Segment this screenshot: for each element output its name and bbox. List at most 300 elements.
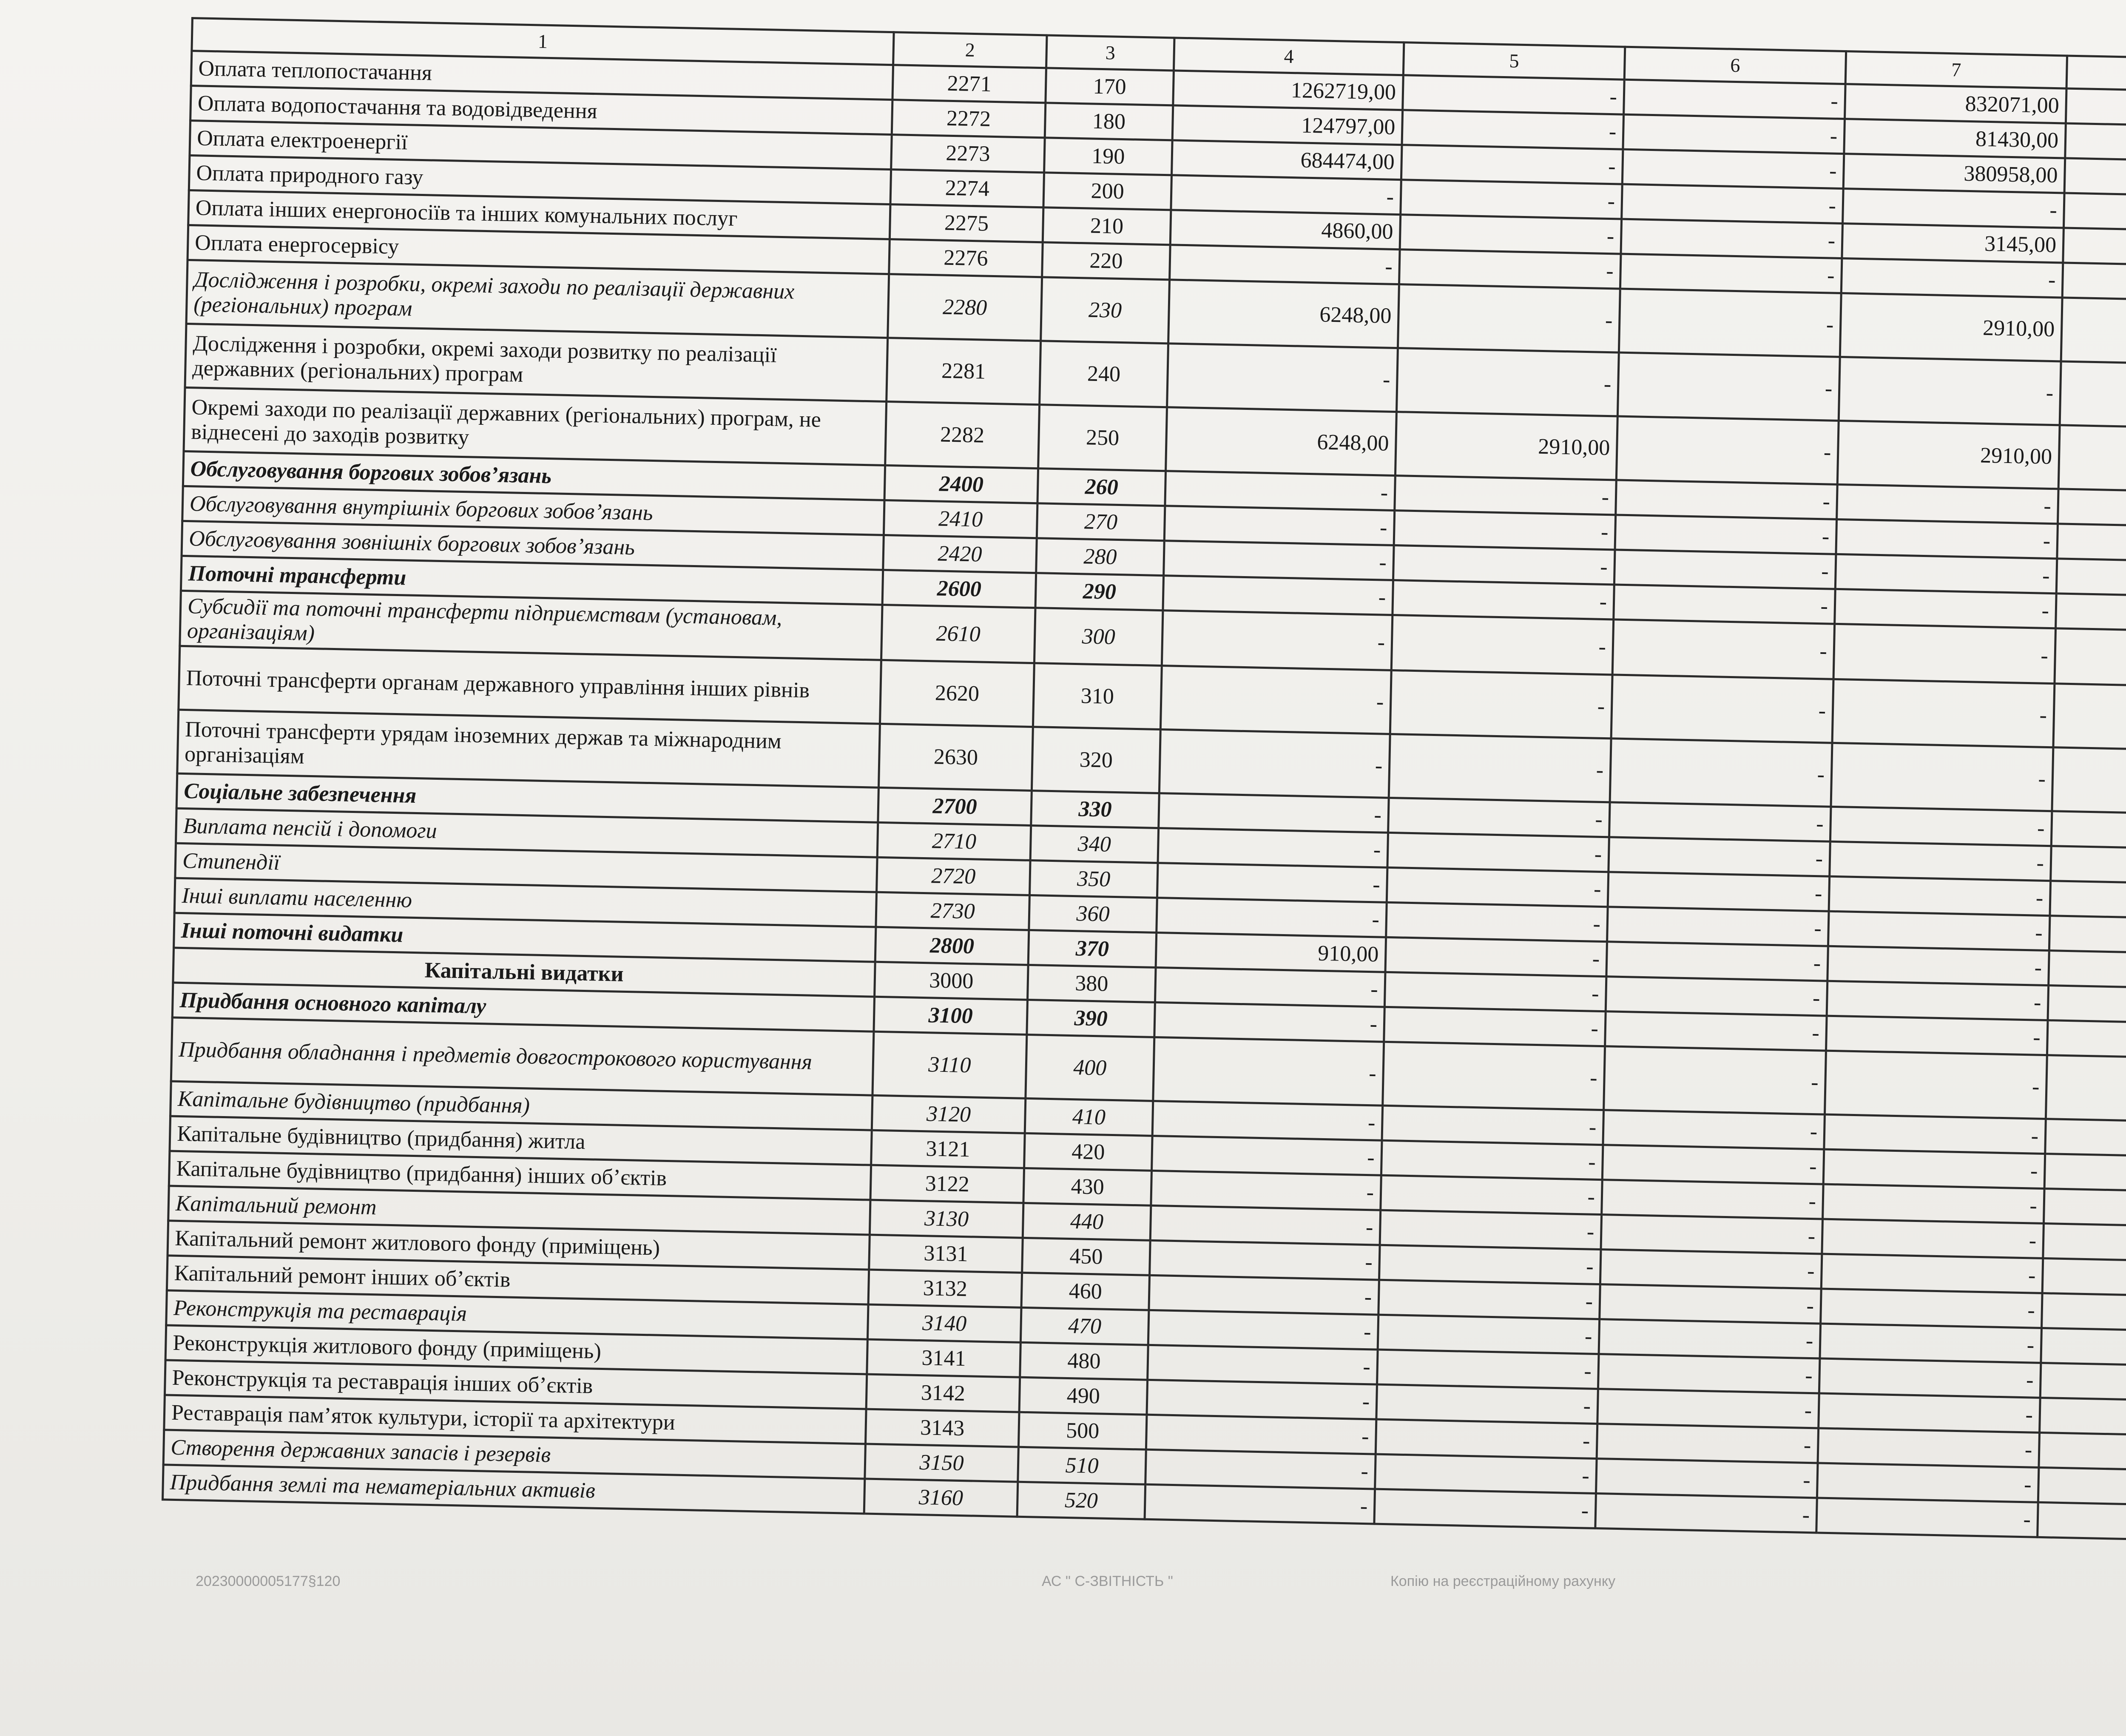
row-name: Обслуговування боргових зобов’язань xyxy=(183,451,885,500)
cell-col-6: - xyxy=(1621,219,1843,258)
row-name: Субсидії та поточні трансферти підприємствам (установам, організаціям) xyxy=(180,591,882,660)
cell-col-5: - xyxy=(1387,832,1609,872)
row-kekv-code: 2281 xyxy=(887,338,1041,405)
row-kekv-code: 2400 xyxy=(884,465,1038,503)
row-line-code: 370 xyxy=(1028,930,1157,967)
cell-col-5: - xyxy=(1381,1175,1603,1214)
cell-col-4: - xyxy=(1149,1275,1379,1315)
row-name: Створення державних запасів і резервів xyxy=(163,1430,865,1479)
cell-col-7: - xyxy=(1822,1219,2044,1258)
row-line-code: 190 xyxy=(1044,138,1173,175)
row-name: Дослідження і розробки, окремі заходи розвитку по реалізації державних (регіональних) програм xyxy=(185,324,888,401)
cell-col-6: - xyxy=(1606,977,1828,1016)
cell-col-5: - xyxy=(1387,867,1609,906)
row-line-code: 520 xyxy=(1017,1482,1145,1519)
cell-col-8 xyxy=(2051,811,2126,850)
cell-col-6: - xyxy=(1605,1011,1827,1051)
row-name: Виплата пенсій і допомоги xyxy=(176,808,878,857)
row-kekv-code: 3160 xyxy=(864,1479,1018,1517)
cell-col-6: - xyxy=(1597,1389,1819,1428)
cell-col-6: - xyxy=(1596,1459,1818,1498)
cell-col-5: - xyxy=(1394,511,1616,550)
row-kekv-code: 2272 xyxy=(892,100,1046,138)
cell-col-7: - xyxy=(1837,484,2059,523)
row-line-code: 510 xyxy=(1018,1447,1146,1484)
column-header-1: 1 xyxy=(192,18,894,65)
row-name: Капітальне будівництво (придбання) інших об’єктів xyxy=(169,1151,871,1200)
cell-col-7: - xyxy=(1819,1358,2041,1398)
row-name: Реконструкція та реставрація інших об’єктів xyxy=(165,1360,867,1409)
row-line-code: 500 xyxy=(1018,1412,1147,1449)
cell-col-5: - xyxy=(1380,1210,1602,1249)
row-line-code: 290 xyxy=(1035,573,1164,611)
row-line-code: 480 xyxy=(1020,1342,1148,1380)
row-name: Поточні трансферти урядам іноземних держав та міжнародним організаціям xyxy=(177,710,880,787)
cell-col-6: - xyxy=(1607,907,1829,946)
row-kekv-code: 2420 xyxy=(883,535,1037,573)
cell-col-8 xyxy=(2061,298,2126,366)
row-kekv-code: 2275 xyxy=(890,205,1043,242)
row-name: Капітальний ремонт інших об’єктів xyxy=(167,1256,869,1304)
row-name: Капітальне будівництво (придбання) житла xyxy=(170,1116,872,1165)
cell-col-5: - xyxy=(1393,546,1615,585)
cell-col-8 xyxy=(2056,594,2126,633)
cell-col-8 xyxy=(2041,1328,2126,1367)
cell-col-4: - xyxy=(1150,1240,1380,1280)
cell-col-5: - xyxy=(1386,902,1608,941)
cell-col-6: - xyxy=(1619,289,1841,357)
cell-col-5: - xyxy=(1390,670,1612,738)
cell-col-7: - xyxy=(1835,589,2057,628)
cell-col-8 xyxy=(2057,524,2126,563)
column-header-3: 3 xyxy=(1046,35,1174,71)
cell-col-4: - xyxy=(1145,1484,1375,1524)
cell-col-8 xyxy=(2051,846,2126,885)
cell-col-4: - xyxy=(1164,506,1395,546)
row-kekv-code: 2282 xyxy=(885,401,1040,468)
row-kekv-code: 2720 xyxy=(877,857,1031,895)
row-line-code: 200 xyxy=(1043,173,1172,210)
cell-col-8 xyxy=(2044,1189,2126,1228)
cell-col-5: - xyxy=(1379,1245,1601,1284)
row-name: Реконструкція житлового фонду (приміщень) xyxy=(165,1325,867,1374)
table-body xyxy=(163,51,2126,1546)
row-name: Капітальний ремонт житлового фонду (приміщень) xyxy=(168,1221,870,1270)
cell-col-6: - xyxy=(1603,1110,1825,1149)
cell-col-6: - xyxy=(1617,352,1840,421)
cell-col-4: - xyxy=(1162,611,1393,671)
cell-col-5: - xyxy=(1389,734,1611,802)
cell-col-4: - xyxy=(1145,1449,1376,1489)
cell-col-5: - xyxy=(1381,1140,1603,1179)
row-kekv-code: 3130 xyxy=(870,1200,1023,1238)
row-name: Придбання обладнання і предметів довгострокового користування xyxy=(171,1017,874,1095)
row-name: Оплата електроенергії xyxy=(190,121,892,170)
row-name: Соціальне забезпечення xyxy=(176,773,878,822)
cell-col-7: 2910,00 xyxy=(1837,421,2060,489)
cell-col-6: - xyxy=(1615,515,1837,554)
cell-col-6: - xyxy=(1612,619,1835,679)
row-line-code: 260 xyxy=(1037,469,1166,506)
row-line-code: 380 xyxy=(1028,965,1156,1002)
row-kekv-code: 3142 xyxy=(866,1374,1020,1412)
cell-col-5: 2910,00 xyxy=(1395,412,1617,480)
cell-col-5: - xyxy=(1401,145,1623,184)
row-name: Оплата інших енергоносіїв та інших комунальних послуг xyxy=(188,190,890,239)
cell-col-5: - xyxy=(1375,1454,1597,1493)
cell-col-6: - xyxy=(1622,149,1844,188)
row-name: Придбання основного капіталу xyxy=(172,983,874,1031)
cell-col-7: 3145,00 xyxy=(1842,224,2064,263)
row-line-code: 340 xyxy=(1030,826,1159,863)
row-kekv-code: 3143 xyxy=(865,1409,1019,1447)
cell-col-8 xyxy=(2058,489,2126,528)
row-kekv-code: 2800 xyxy=(875,927,1029,965)
cell-col-8 xyxy=(2039,1432,2126,1472)
row-line-code: 310 xyxy=(1033,663,1162,730)
row-kekv-code: 2620 xyxy=(880,660,1034,727)
row-kekv-code: 3140 xyxy=(867,1304,1021,1342)
cell-col-7: 832071,00 xyxy=(1845,84,2066,123)
cell-col-4: - xyxy=(1159,730,1390,798)
cell-col-4: - xyxy=(1165,471,1396,511)
row-name: Реставрація пам’яток культури, історії та архітектури xyxy=(164,1395,866,1444)
row-line-code: 210 xyxy=(1043,207,1171,245)
row-name: Оплата енергосервісу xyxy=(188,225,890,274)
row-kekv-code: 3000 xyxy=(875,962,1029,1000)
row-line-code: 460 xyxy=(1021,1273,1150,1310)
cell-col-8 xyxy=(2049,951,2126,990)
cell-col-4: 6248,00 xyxy=(1166,407,1397,476)
cell-col-5: - xyxy=(1402,110,1624,149)
row-name: Капітальне будівництво (придбання) xyxy=(171,1081,873,1130)
cell-col-6: - xyxy=(1609,837,1830,876)
cell-col-7: - xyxy=(1819,1393,2041,1432)
cell-col-4: - xyxy=(1146,1415,1376,1454)
row-name: Капітальні видатки xyxy=(173,948,875,997)
row-kekv-code: 2276 xyxy=(889,239,1043,277)
row-name: Обслуговування зовнішніх боргових зобов’язань xyxy=(182,521,884,570)
row-line-code: 430 xyxy=(1023,1168,1152,1205)
row-line-code: 490 xyxy=(1019,1377,1148,1415)
column-header-2: 2 xyxy=(893,32,1047,68)
cell-col-4: - xyxy=(1151,1171,1381,1210)
row-kekv-code: 2600 xyxy=(882,570,1036,608)
row-line-code: 230 xyxy=(1041,277,1170,344)
cell-col-8 xyxy=(2066,88,2126,128)
cell-col-8 xyxy=(2042,1258,2126,1297)
cell-col-7: - xyxy=(1828,911,2050,950)
cell-col-5: - xyxy=(1398,284,1620,352)
cell-col-5: - xyxy=(1378,1315,1600,1354)
cell-col-8 xyxy=(2041,1293,2126,1332)
row-line-code: 350 xyxy=(1029,860,1158,898)
cell-col-7: 81430,00 xyxy=(1844,119,2066,158)
cell-col-7: - xyxy=(1820,1324,2042,1363)
row-name: Поточні трансферти xyxy=(181,556,883,605)
row-kekv-code: 2700 xyxy=(878,787,1032,825)
cell-col-8 xyxy=(2048,986,2126,1025)
cell-col-4: - xyxy=(1152,1101,1383,1140)
row-kekv-code: 2410 xyxy=(884,500,1037,538)
cell-col-7: - xyxy=(1832,679,2055,747)
row-line-code: 320 xyxy=(1032,727,1160,793)
cell-col-4: - xyxy=(1158,828,1388,868)
cell-col-4: - xyxy=(1167,344,1398,412)
cell-col-6: - xyxy=(1624,80,1846,119)
cell-col-5: - xyxy=(1401,180,1623,219)
row-name: Придбання землі та нематеріальних активів xyxy=(163,1465,865,1514)
cell-col-8 xyxy=(2044,1154,2126,1193)
row-kekv-code: 3132 xyxy=(868,1270,1022,1307)
cell-col-5: - xyxy=(1384,1007,1606,1046)
cell-col-4: 6248,00 xyxy=(1168,280,1399,348)
row-line-code: 410 xyxy=(1025,1098,1153,1136)
cell-col-8 xyxy=(2062,263,2126,302)
cell-col-7: 2910,00 xyxy=(1840,293,2062,361)
cell-col-8 xyxy=(2063,228,2126,267)
row-line-code: 330 xyxy=(1031,791,1160,828)
cell-col-5: - xyxy=(1376,1419,1597,1458)
cell-col-8 xyxy=(2052,747,2126,815)
row-kekv-code: 3141 xyxy=(867,1339,1021,1377)
cell-col-7: - xyxy=(1828,946,2049,985)
cell-col-5: - xyxy=(1376,1384,1598,1423)
row-line-code: 280 xyxy=(1036,538,1165,576)
cell-col-7: - xyxy=(1831,743,2053,811)
row-kekv-code: 3150 xyxy=(865,1444,1019,1482)
cell-col-4: - xyxy=(1157,863,1387,903)
cell-col-4: - xyxy=(1147,1380,1377,1419)
row-name: Реконструкція та реставрація xyxy=(166,1290,868,1339)
row-name: Стипендії xyxy=(175,843,877,892)
cell-col-6: - xyxy=(1595,1494,1817,1533)
cell-col-6: - xyxy=(1616,416,1839,484)
row-kekv-code: 2610 xyxy=(881,605,1035,663)
cell-col-6: - xyxy=(1600,1284,1822,1324)
cell-col-8 xyxy=(2063,193,2126,232)
cell-col-8 xyxy=(2046,1055,2126,1123)
cell-col-4: - xyxy=(1148,1345,1378,1384)
row-name: Окремі заходи по реалізації державних (регіональних) програм, не віднесені до заходів розвитку xyxy=(184,387,887,465)
row-kekv-code: 2280 xyxy=(888,274,1042,341)
cell-col-5: - xyxy=(1385,937,1607,976)
row-line-code: 250 xyxy=(1038,405,1167,471)
cell-col-7: 380958,00 xyxy=(1843,154,2065,193)
cell-col-4: - xyxy=(1148,1310,1378,1350)
cell-col-7: - xyxy=(1827,981,2049,1020)
cell-col-5: - xyxy=(1383,1042,1605,1110)
row-kekv-code: 3131 xyxy=(869,1235,1023,1273)
cell-col-4: - xyxy=(1150,1205,1381,1245)
cell-col-8 xyxy=(2049,916,2126,955)
cell-col-7: - xyxy=(1829,876,2051,915)
cell-col-7: - xyxy=(1835,554,2057,593)
cell-col-8 xyxy=(2040,1363,2126,1402)
cell-col-6: - xyxy=(1609,802,1831,841)
cell-col-4: - xyxy=(1160,666,1391,734)
column-header-8 xyxy=(2066,56,2126,93)
cell-col-7: - xyxy=(1839,357,2061,425)
row-kekv-code: 2630 xyxy=(878,724,1033,790)
row-name: Інші виплати населенню xyxy=(174,878,876,927)
cell-col-4: - xyxy=(1154,1002,1385,1042)
cell-col-7: - xyxy=(1825,1051,2047,1119)
cell-col-5: - xyxy=(1391,615,1614,674)
cell-col-5: - xyxy=(1388,798,1610,837)
column-header-7: 7 xyxy=(1845,51,2067,88)
report-table-wrapper xyxy=(162,17,2126,1547)
cell-col-8 xyxy=(2065,123,2126,162)
cell-col-8 xyxy=(2060,361,2126,429)
row-line-code: 170 xyxy=(1046,68,1174,105)
cell-col-4: - xyxy=(1159,793,1389,833)
column-header-5: 5 xyxy=(1403,43,1625,80)
cell-col-8 xyxy=(2053,684,2126,752)
cell-col-6: - xyxy=(1599,1319,1821,1358)
cell-col-7: - xyxy=(1830,841,2052,881)
cell-col-4: - xyxy=(1151,1136,1382,1175)
cell-col-6: - xyxy=(1614,585,1836,624)
cell-col-6: - xyxy=(1602,1180,1824,1219)
cell-col-4: 910,00 xyxy=(1156,932,1386,972)
cell-col-7: - xyxy=(1826,1016,2048,1055)
cell-col-6: - xyxy=(1614,550,1836,589)
cell-col-6: - xyxy=(1600,1250,1822,1289)
cell-col-4: - xyxy=(1153,1037,1384,1105)
row-name: Оплата водопостачання та водовідведення xyxy=(190,86,892,135)
cell-col-8 xyxy=(2056,559,2126,598)
row-name: Капітальний ремонт xyxy=(168,1186,870,1235)
cell-col-4: 4860,00 xyxy=(1170,210,1401,250)
cell-col-4: 1262719,00 xyxy=(1173,71,1404,110)
cell-col-7: - xyxy=(1841,259,2063,298)
row-kekv-code: 2274 xyxy=(890,170,1044,207)
row-line-code: 450 xyxy=(1022,1238,1151,1275)
row-line-code: 400 xyxy=(1026,1034,1154,1101)
cell-col-6: - xyxy=(1598,1354,1820,1393)
row-name: Обслуговування внутрішніх боргових зобов’язань xyxy=(182,486,884,535)
budget-report-table xyxy=(162,17,2126,1547)
row-name: Оплата теплопостачання xyxy=(191,51,893,100)
cell-col-6: - xyxy=(1601,1215,1823,1254)
cell-col-6: - xyxy=(1597,1424,1819,1463)
cell-col-4: - xyxy=(1170,245,1400,284)
cell-col-5: - xyxy=(1400,215,1622,254)
cell-col-5: - xyxy=(1403,75,1625,114)
cell-col-4: - xyxy=(1171,175,1401,215)
cell-col-7: - xyxy=(1833,624,2056,683)
cell-col-7: - xyxy=(1824,1114,2046,1154)
cell-col-7: - xyxy=(1817,1463,2039,1502)
column-header-6: 6 xyxy=(1624,47,1846,84)
cell-col-6: - xyxy=(1622,184,1844,223)
row-line-code: 180 xyxy=(1045,103,1173,140)
cell-col-5: - xyxy=(1382,1105,1604,1145)
row-name: Інші поточні видатки xyxy=(174,913,876,962)
row-kekv-code: 3121 xyxy=(871,1130,1025,1168)
cell-col-5: - xyxy=(1393,580,1614,619)
cell-col-6: - xyxy=(1616,480,1838,519)
cell-col-6: - xyxy=(1611,675,1833,743)
cell-col-8 xyxy=(2043,1224,2126,1263)
cell-col-6: - xyxy=(1620,254,1842,293)
footer-system: АС " С-ЗВІТНІСТЬ " xyxy=(1042,1573,1173,1589)
row-kekv-code: 2710 xyxy=(877,822,1031,860)
footer-doc-id: 20230000005177§120 xyxy=(196,1573,341,1589)
cell-col-8 xyxy=(2064,158,2126,197)
cell-col-7: - xyxy=(1843,189,2065,228)
cell-col-7: - xyxy=(1816,1498,2038,1537)
row-kekv-code: 2271 xyxy=(892,65,1046,103)
row-line-code: 360 xyxy=(1029,895,1157,932)
cell-col-7: - xyxy=(1823,1184,2045,1223)
row-line-code: 300 xyxy=(1034,608,1163,666)
cell-col-7: - xyxy=(1818,1428,2040,1467)
cell-col-4: - xyxy=(1155,967,1385,1007)
cell-col-5: - xyxy=(1396,348,1619,416)
row-line-code: 220 xyxy=(1042,242,1171,280)
cell-col-8 xyxy=(2038,1467,2126,1506)
cell-col-7: - xyxy=(1821,1254,2043,1293)
row-kekv-code: 3120 xyxy=(872,1095,1026,1133)
cell-col-7: - xyxy=(1823,1149,2045,1188)
row-kekv-code: 2273 xyxy=(891,135,1045,173)
column-header-4: 4 xyxy=(1174,38,1404,75)
row-name: Дослідження і розробки, окремі заходи по реалізації державних (регіональних) програм xyxy=(186,260,889,338)
row-line-code: 240 xyxy=(1040,341,1168,407)
row-kekv-code: 3122 xyxy=(870,1165,1024,1203)
cell-col-5: - xyxy=(1384,972,1606,1011)
row-kekv-code: 2730 xyxy=(876,892,1030,930)
cell-col-7: - xyxy=(1821,1289,2043,1328)
row-line-code: 440 xyxy=(1023,1203,1151,1240)
footer-note: Копію на реєстраційному рахунку xyxy=(1390,1573,1616,1589)
cell-col-8 xyxy=(2045,1119,2126,1158)
cell-col-8 xyxy=(2038,1502,2126,1541)
row-line-code: 270 xyxy=(1037,503,1165,541)
row-line-code: 470 xyxy=(1020,1307,1149,1345)
row-line-code: 390 xyxy=(1027,1000,1155,1037)
cell-col-4: - xyxy=(1163,576,1393,615)
cell-col-4: - xyxy=(1157,898,1387,938)
cell-col-8 xyxy=(2047,1020,2126,1060)
row-kekv-code: 3100 xyxy=(874,997,1028,1034)
cell-col-6: - xyxy=(1608,872,1830,911)
cell-col-6: - xyxy=(1606,942,1828,981)
cell-col-6: - xyxy=(1604,1046,1826,1114)
cell-col-5: - xyxy=(1377,1350,1599,1389)
cell-col-8 xyxy=(2055,628,2126,688)
cell-col-5: - xyxy=(1374,1489,1596,1528)
cell-col-5: - xyxy=(1395,476,1617,515)
cell-col-7: - xyxy=(1836,519,2058,558)
cell-col-8 xyxy=(2050,881,2126,920)
cell-col-4: - xyxy=(1164,541,1394,580)
cell-col-7: - xyxy=(1830,807,2052,846)
row-line-code: 420 xyxy=(1024,1133,1153,1171)
row-name: Поточні трансферти органам державного управління інших рівнів xyxy=(179,646,881,724)
cell-col-5: - xyxy=(1378,1280,1600,1319)
cell-col-8 xyxy=(2058,425,2126,493)
cell-col-6: - xyxy=(1623,114,1845,153)
cell-col-4: 684474,00 xyxy=(1172,140,1402,180)
cell-col-8 xyxy=(2040,1398,2126,1437)
row-kekv-code: 3110 xyxy=(873,1031,1027,1098)
row-name: Оплата природного газу xyxy=(189,155,891,204)
cell-col-4: 124797,00 xyxy=(1172,105,1403,145)
cell-col-6: - xyxy=(1610,739,1832,807)
